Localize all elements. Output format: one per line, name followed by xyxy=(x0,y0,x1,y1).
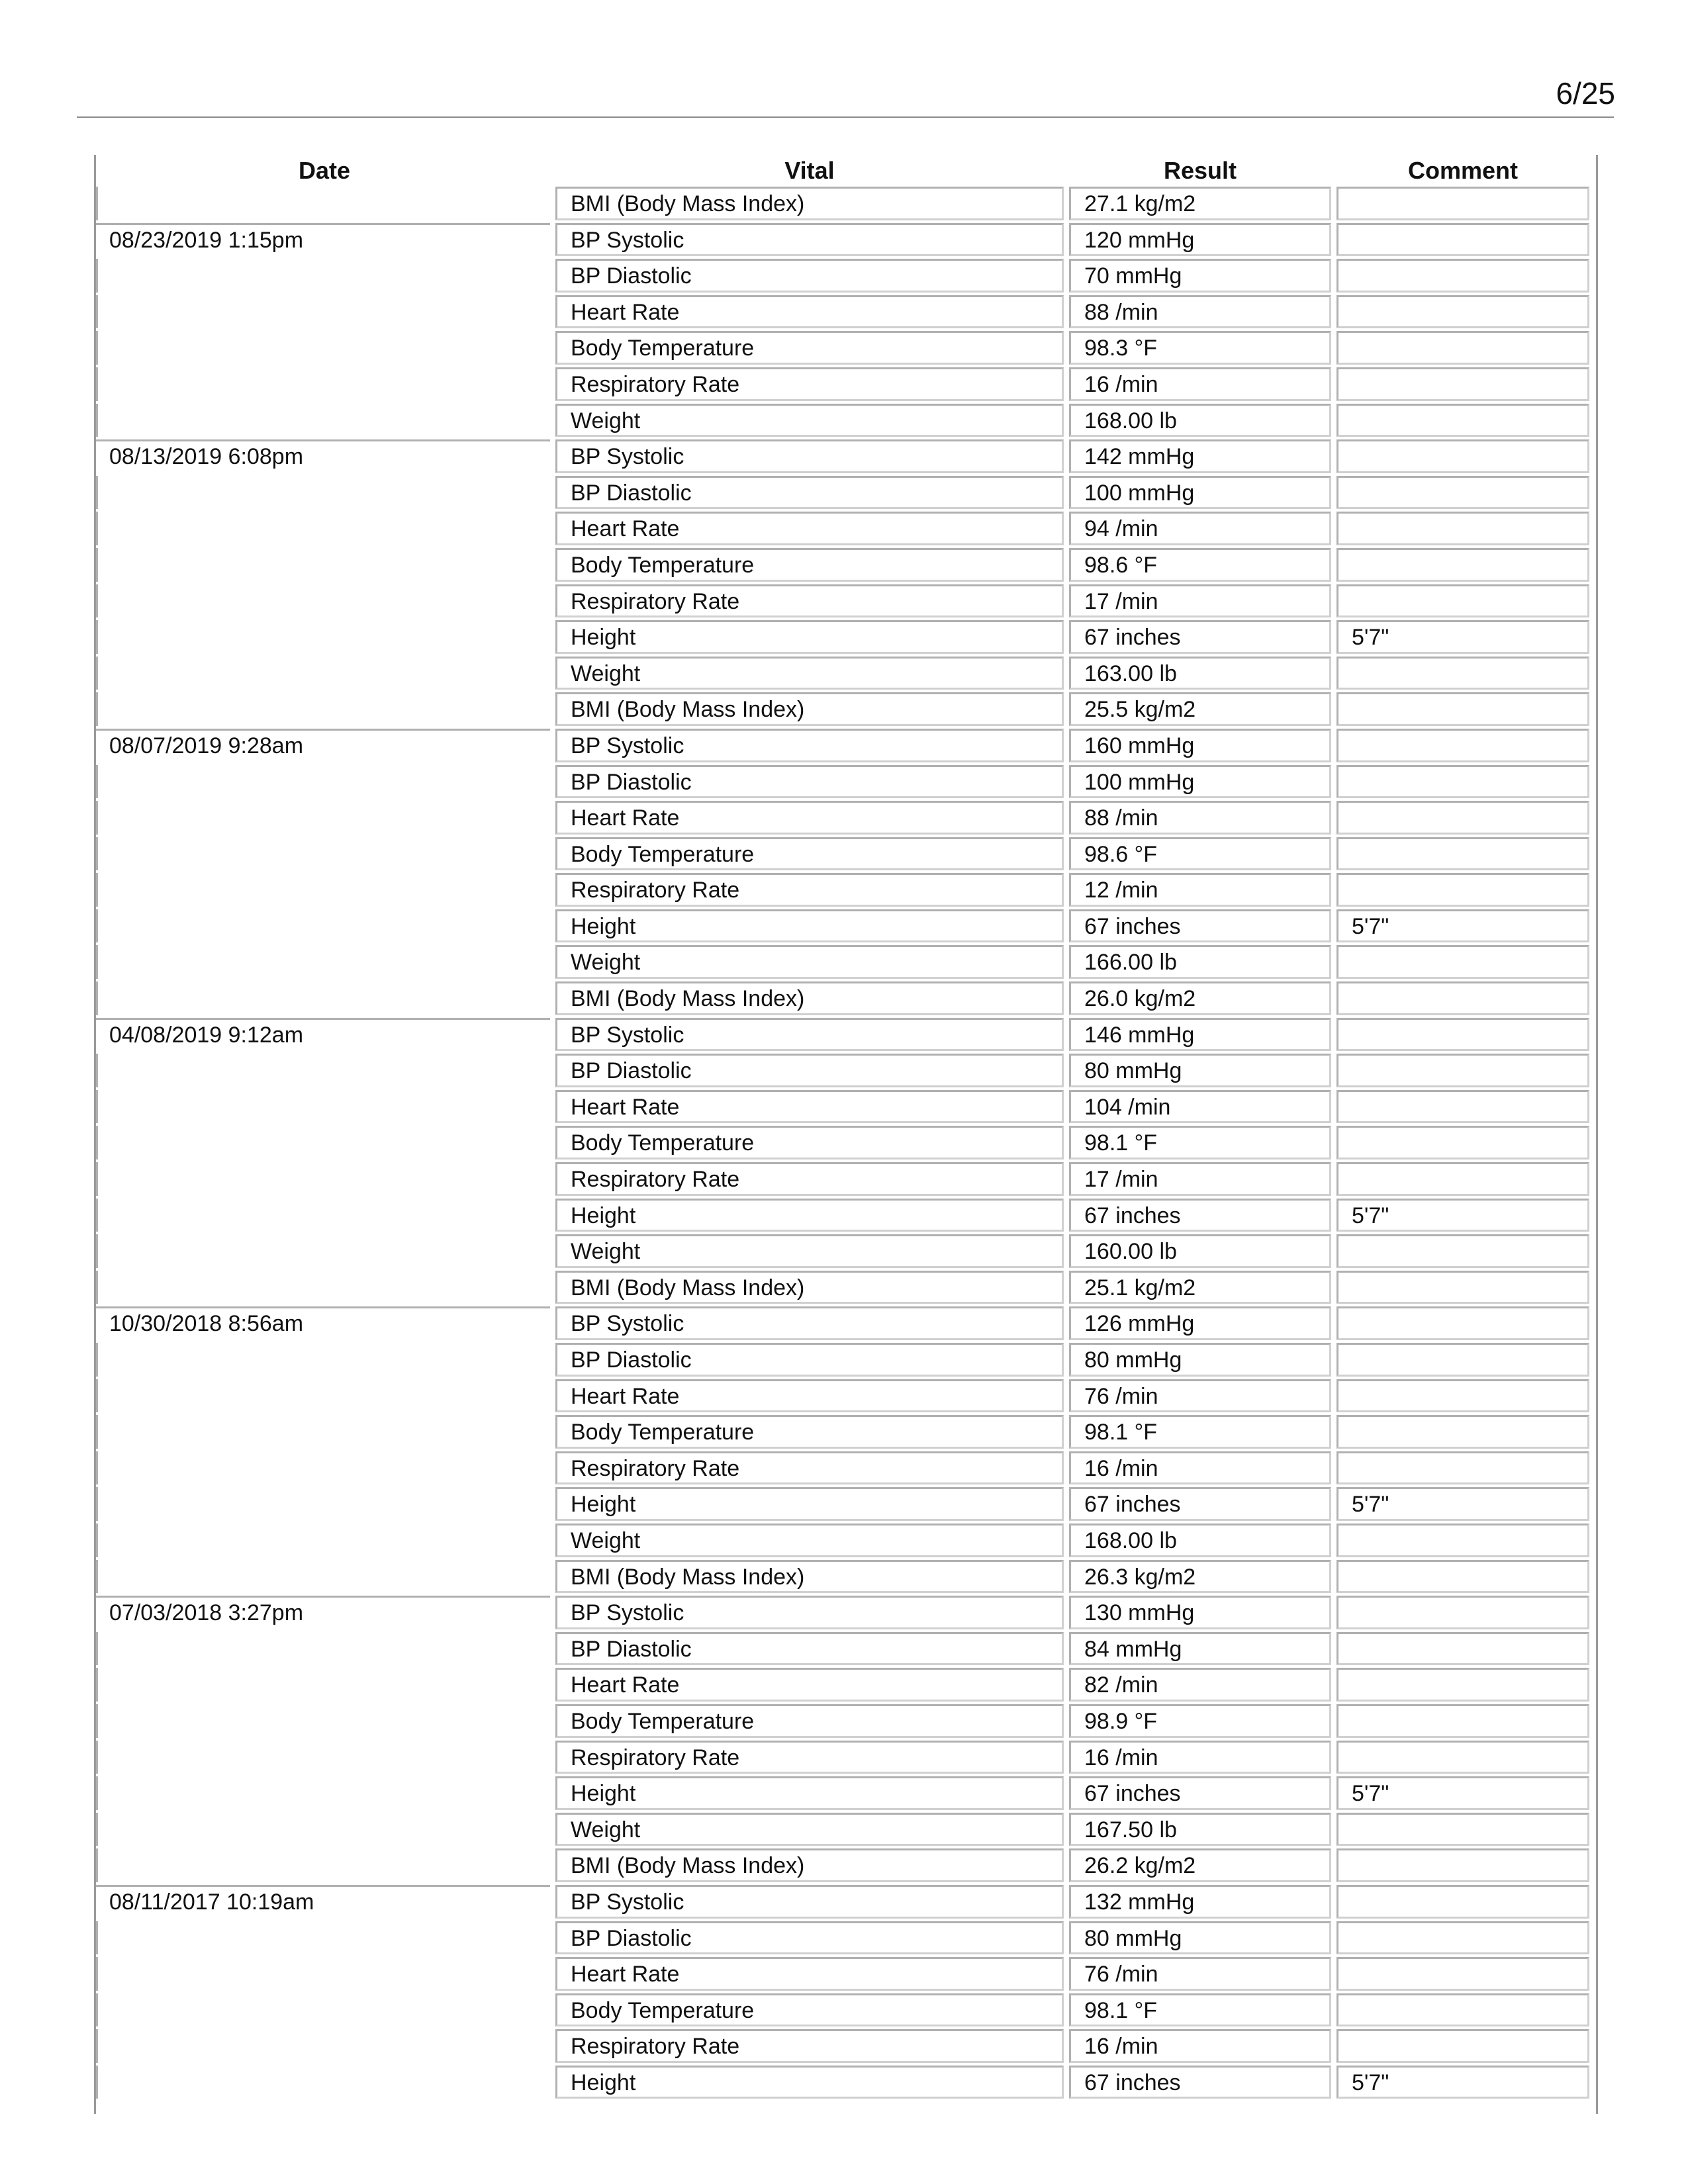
cell-comment xyxy=(1336,1415,1589,1449)
cell-comment xyxy=(1336,692,1589,726)
table-row xyxy=(96,330,1596,366)
vitals-table xyxy=(94,155,1598,2114)
cell-comment xyxy=(1336,981,1589,1015)
cell-comment xyxy=(1336,259,1589,293)
table-body xyxy=(96,185,1596,2100)
cell-date xyxy=(96,1524,550,1557)
table-row xyxy=(96,1089,1596,1125)
cell-comment: 5'7" xyxy=(1336,2066,1589,2099)
table-row xyxy=(96,1269,1596,1306)
cell-vital: Height xyxy=(555,620,1064,654)
cell-vital: Respiratory Rate xyxy=(555,873,1064,907)
cell-comment xyxy=(1336,1921,1589,1955)
cell-result: 82 /min xyxy=(1069,1668,1331,1702)
cell-comment xyxy=(1336,1018,1589,1052)
cell-result: 104 /min xyxy=(1069,1090,1331,1124)
table-row xyxy=(96,944,1596,980)
page-number: 6/25 xyxy=(1556,76,1615,111)
cell-comment xyxy=(1336,548,1589,582)
cell-vital: Height xyxy=(555,1199,1064,1232)
cell-vital: Heart Rate xyxy=(555,512,1064,545)
table-row xyxy=(96,1884,1596,1920)
cell-date xyxy=(96,259,550,293)
cell-result: 84 mmHg xyxy=(1069,1632,1331,1666)
cell-result: 126 mmHg xyxy=(1069,1306,1331,1340)
cell-vital: BMI (Body Mass Index) xyxy=(555,981,1064,1015)
cell-comment xyxy=(1336,1090,1589,1124)
cell-result: 16 /min xyxy=(1069,367,1331,401)
cell-result: 163.00 lb xyxy=(1069,657,1331,690)
table-row xyxy=(96,727,1596,764)
table-row xyxy=(96,1197,1596,1234)
cell-vital: Body Temperature xyxy=(555,837,1064,871)
cell-date xyxy=(96,945,550,979)
table-row xyxy=(96,872,1596,908)
cell-result: 98.1 °F xyxy=(1069,1993,1331,2027)
table-row xyxy=(96,366,1596,402)
cell-date xyxy=(96,1921,550,1955)
cell-vital: Weight xyxy=(555,1234,1064,1268)
table-row xyxy=(96,1378,1596,1414)
cell-result: 98.1 °F xyxy=(1069,1126,1331,1160)
cell-date xyxy=(96,1234,550,1268)
cell-date xyxy=(96,1271,550,1304)
cell-date xyxy=(96,1813,550,1846)
cell-result: 67 inches xyxy=(1069,620,1331,654)
cell-comment xyxy=(1336,1451,1589,1485)
cell-comment xyxy=(1336,331,1589,365)
cell-vital: Heart Rate xyxy=(555,295,1064,329)
cell-date xyxy=(96,1993,550,2027)
column-header-comment: Comment xyxy=(1407,157,1518,184)
cell-result: 76 /min xyxy=(1069,1379,1331,1413)
table-row xyxy=(96,185,1596,222)
cell-vital: Body Temperature xyxy=(555,1704,1064,1738)
cell-vital: BMI (Body Mass Index) xyxy=(555,1271,1064,1304)
table-row xyxy=(96,1414,1596,1450)
cell-date: 08/13/2019 6:08pm xyxy=(96,439,550,473)
cell-result: 88 /min xyxy=(1069,295,1331,329)
cell-comment xyxy=(1336,1234,1589,1268)
cell-vital: Height xyxy=(555,1487,1064,1521)
cell-date: 08/23/2019 1:15pm xyxy=(96,223,550,257)
cell-comment xyxy=(1336,1524,1589,1557)
cell-date xyxy=(96,981,550,1015)
table-row xyxy=(96,1956,1596,1992)
cell-result: 67 inches xyxy=(1069,1199,1331,1232)
table-row xyxy=(96,1450,1596,1486)
cell-comment: 5'7" xyxy=(1336,909,1589,943)
cell-comment xyxy=(1336,801,1589,835)
table-row xyxy=(96,1124,1596,1161)
cell-result: 27.1 kg/m2 xyxy=(1069,187,1331,220)
cell-vital: Respiratory Rate xyxy=(555,584,1064,618)
cell-date xyxy=(96,1199,550,1232)
cell-date xyxy=(96,1741,550,1774)
cell-vital: BP Diastolic xyxy=(555,765,1064,799)
cell-date: 08/11/2017 10:19am xyxy=(96,1885,550,1919)
cell-date xyxy=(96,1848,550,1882)
cell-date xyxy=(96,765,550,799)
cell-comment xyxy=(1336,1379,1589,1413)
cell-date xyxy=(96,1668,550,1702)
cell-date xyxy=(96,2066,550,2099)
cell-vital: BP Diastolic xyxy=(555,1343,1064,1377)
cell-result: 166.00 lb xyxy=(1069,945,1331,979)
cell-date xyxy=(96,657,550,690)
cell-comment xyxy=(1336,1993,1589,2027)
cell-date xyxy=(96,295,550,329)
table-row xyxy=(96,1559,1596,1595)
cell-vital: Heart Rate xyxy=(555,801,1064,835)
cell-result: 98.6 °F xyxy=(1069,548,1331,582)
cell-vital: BMI (Body Mass Index) xyxy=(555,1560,1064,1594)
cell-result: 25.1 kg/m2 xyxy=(1069,1271,1331,1304)
cell-result: 132 mmHg xyxy=(1069,1885,1331,1919)
cell-vital: BP Systolic xyxy=(555,1885,1064,1919)
cell-vital: BP Diastolic xyxy=(555,1921,1064,1955)
cell-result: 120 mmHg xyxy=(1069,223,1331,257)
cell-result: 142 mmHg xyxy=(1069,439,1331,473)
cell-result: 94 /min xyxy=(1069,512,1331,545)
cell-date xyxy=(96,404,550,437)
cell-comment xyxy=(1336,1126,1589,1160)
cell-date: 08/07/2019 9:28am xyxy=(96,729,550,762)
cell-comment xyxy=(1336,1271,1589,1304)
cell-vital: BP Diastolic xyxy=(555,476,1064,510)
cell-result: 17 /min xyxy=(1069,584,1331,618)
cell-comment xyxy=(1336,187,1589,220)
table-row xyxy=(96,2028,1596,2064)
cell-comment: 5'7" xyxy=(1336,1199,1589,1232)
cell-comment xyxy=(1336,1848,1589,1882)
cell-comment xyxy=(1336,2029,1589,2063)
table-row xyxy=(96,836,1596,872)
cell-comment xyxy=(1336,1560,1589,1594)
cell-comment xyxy=(1336,1306,1589,1340)
cell-vital: Body Temperature xyxy=(555,1993,1064,2027)
table-row xyxy=(96,257,1596,294)
table-row xyxy=(96,294,1596,330)
cell-date xyxy=(96,331,550,365)
cell-vital: BP Systolic xyxy=(555,729,1064,762)
cell-result: 98.9 °F xyxy=(1069,1704,1331,1738)
table-row xyxy=(96,1017,1596,1053)
cell-date xyxy=(96,873,550,907)
cell-comment xyxy=(1336,1632,1589,1666)
cell-comment xyxy=(1336,1054,1589,1087)
cell-date xyxy=(96,801,550,835)
cell-date xyxy=(96,909,550,943)
table-row xyxy=(96,799,1596,836)
cell-comment xyxy=(1336,1741,1589,1774)
cell-result: 67 inches xyxy=(1069,1487,1331,1521)
cell-vital: Weight xyxy=(555,1813,1064,1846)
cell-date xyxy=(96,1487,550,1521)
cell-result: 67 inches xyxy=(1069,1776,1331,1810)
cell-comment: 5'7" xyxy=(1336,1487,1589,1521)
cell-vital: Respiratory Rate xyxy=(555,1451,1064,1485)
cell-vital: BP Systolic xyxy=(555,1596,1064,1629)
cell-result: 80 mmHg xyxy=(1069,1054,1331,1087)
cell-vital: Height xyxy=(555,1776,1064,1810)
cell-date xyxy=(96,1415,550,1449)
table-row xyxy=(96,222,1596,258)
cell-result: 67 inches xyxy=(1069,2066,1331,2099)
cell-date xyxy=(96,1379,550,1413)
cell-date xyxy=(96,620,550,654)
cell-comment xyxy=(1336,765,1589,799)
cell-vital: Respiratory Rate xyxy=(555,1162,1064,1196)
table-row xyxy=(96,1522,1596,1559)
cell-date xyxy=(96,692,550,726)
cell-result: 16 /min xyxy=(1069,2029,1331,2063)
table-row xyxy=(96,1992,1596,2028)
cell-comment xyxy=(1336,729,1589,762)
table-row xyxy=(96,980,1596,1017)
cell-comment xyxy=(1336,476,1589,510)
cell-result: 16 /min xyxy=(1069,1741,1331,1774)
cell-date xyxy=(96,512,550,545)
cell-comment xyxy=(1336,512,1589,545)
cell-vital: Heart Rate xyxy=(555,1090,1064,1124)
cell-result: 167.50 lb xyxy=(1069,1813,1331,1846)
cell-date xyxy=(96,1704,550,1738)
column-header-date: Date xyxy=(298,157,351,184)
table-row xyxy=(96,1342,1596,1378)
cell-date xyxy=(96,1451,550,1485)
cell-comment xyxy=(1336,1704,1589,1738)
cell-comment xyxy=(1336,295,1589,329)
cell-vital: Weight xyxy=(555,945,1064,979)
cell-vital: Body Temperature xyxy=(555,1415,1064,1449)
cell-comment xyxy=(1336,1885,1589,1919)
cell-vital: Height xyxy=(555,909,1064,943)
cell-vital: Respiratory Rate xyxy=(555,2029,1064,2063)
cell-vital: BP Systolic xyxy=(555,1306,1064,1340)
cell-vital: BP Diastolic xyxy=(555,259,1064,293)
cell-result: 160 mmHg xyxy=(1069,729,1331,762)
cell-date xyxy=(96,367,550,401)
table-row xyxy=(96,1631,1596,1667)
cell-comment xyxy=(1336,837,1589,871)
table-header-row xyxy=(96,155,1596,185)
cell-result: 26.2 kg/m2 xyxy=(1069,1848,1331,1882)
cell-date xyxy=(96,837,550,871)
cell-date xyxy=(96,1957,550,1991)
cell-vital: BP Diastolic xyxy=(555,1054,1064,1087)
cell-vital: BP Systolic xyxy=(555,1018,1064,1052)
table-row xyxy=(96,1233,1596,1269)
cell-result: 70 mmHg xyxy=(1069,259,1331,293)
cell-result: 100 mmHg xyxy=(1069,476,1331,510)
cell-result: 26.3 kg/m2 xyxy=(1069,1560,1331,1594)
cell-comment xyxy=(1336,1596,1589,1629)
cell-comment xyxy=(1336,657,1589,690)
cell-comment xyxy=(1336,945,1589,979)
cell-date xyxy=(96,1560,550,1594)
cell-vital: Respiratory Rate xyxy=(555,367,1064,401)
column-header-result: Result xyxy=(1163,157,1237,184)
cell-result: 168.00 lb xyxy=(1069,404,1331,437)
cell-result: 88 /min xyxy=(1069,801,1331,835)
cell-comment: 5'7" xyxy=(1336,1776,1589,1810)
cell-result: 17 /min xyxy=(1069,1162,1331,1196)
cell-vital: BMI (Body Mass Index) xyxy=(555,187,1064,220)
cell-comment xyxy=(1336,1957,1589,1991)
cell-vital: BMI (Body Mass Index) xyxy=(555,692,1064,726)
cell-vital: Body Temperature xyxy=(555,331,1064,365)
cell-comment xyxy=(1336,404,1589,437)
cell-result: 100 mmHg xyxy=(1069,765,1331,799)
table-row xyxy=(96,1052,1596,1089)
table-row xyxy=(96,1594,1596,1631)
cell-result: 130 mmHg xyxy=(1069,1596,1331,1629)
cell-date xyxy=(96,584,550,618)
cell-comment xyxy=(1336,1668,1589,1702)
cell-comment xyxy=(1336,1162,1589,1196)
cell-date xyxy=(96,1162,550,1196)
cell-vital: BP Systolic xyxy=(555,439,1064,473)
cell-vital: Weight xyxy=(555,404,1064,437)
cell-comment xyxy=(1336,873,1589,907)
table-row xyxy=(96,583,1596,619)
cell-vital: Heart Rate xyxy=(555,1379,1064,1413)
cell-result: 25.5 kg/m2 xyxy=(1069,692,1331,726)
cell-date xyxy=(96,548,550,582)
cell-result: 80 mmHg xyxy=(1069,1921,1331,1955)
cell-vital: BP Systolic xyxy=(555,223,1064,257)
table-row xyxy=(96,691,1596,727)
cell-result: 26.0 kg/m2 xyxy=(1069,981,1331,1015)
cell-result: 80 mmHg xyxy=(1069,1343,1331,1377)
cell-comment xyxy=(1336,367,1589,401)
cell-date xyxy=(96,1632,550,1666)
cell-result: 98.6 °F xyxy=(1069,837,1331,871)
cell-date xyxy=(96,1126,550,1160)
table-row xyxy=(96,1775,1596,1811)
cell-result: 98.3 °F xyxy=(1069,331,1331,365)
cell-date xyxy=(96,1090,550,1124)
cell-comment xyxy=(1336,1813,1589,1846)
table-row xyxy=(96,1666,1596,1703)
cell-date xyxy=(96,1776,550,1810)
cell-result: 76 /min xyxy=(1069,1957,1331,1991)
cell-vital: Heart Rate xyxy=(555,1668,1064,1702)
table-row xyxy=(96,1811,1596,1848)
table-row xyxy=(96,619,1596,655)
cell-vital: Respiratory Rate xyxy=(555,1741,1064,1774)
cell-vital: BMI (Body Mass Index) xyxy=(555,1848,1064,1882)
table-row xyxy=(96,510,1596,547)
table-row xyxy=(96,1703,1596,1739)
cell-result: 16 /min xyxy=(1069,1451,1331,1485)
cell-vital: Heart Rate xyxy=(555,1957,1064,1991)
table-row xyxy=(96,475,1596,511)
table-row xyxy=(96,438,1596,475)
header-divider xyxy=(77,116,1614,118)
cell-date: 10/30/2018 8:56am xyxy=(96,1306,550,1340)
cell-date: 04/08/2019 9:12am xyxy=(96,1018,550,1052)
cell-vital: Body Temperature xyxy=(555,548,1064,582)
cell-comment xyxy=(1336,223,1589,257)
cell-date xyxy=(96,187,550,220)
cell-vital: Body Temperature xyxy=(555,1126,1064,1160)
cell-vital: BP Diastolic xyxy=(555,1632,1064,1666)
table-row xyxy=(96,1847,1596,1884)
cell-result: 146 mmHg xyxy=(1069,1018,1331,1052)
table-row xyxy=(96,1305,1596,1342)
cell-date: 07/03/2018 3:27pm xyxy=(96,1596,550,1629)
cell-result: 160.00 lb xyxy=(1069,1234,1331,1268)
table-row xyxy=(96,764,1596,800)
cell-result: 67 inches xyxy=(1069,909,1331,943)
cell-result: 12 /min xyxy=(1069,873,1331,907)
cell-date xyxy=(96,2029,550,2063)
cell-comment xyxy=(1336,439,1589,473)
table-row xyxy=(96,908,1596,944)
table-row xyxy=(96,1739,1596,1776)
cell-vital: Weight xyxy=(555,1524,1064,1557)
table-row xyxy=(96,2064,1596,2101)
table-row xyxy=(96,402,1596,439)
table-row xyxy=(96,547,1596,583)
cell-result: 168.00 lb xyxy=(1069,1524,1331,1557)
table-row xyxy=(96,1920,1596,1956)
table-row xyxy=(96,655,1596,692)
cell-comment: 5'7" xyxy=(1336,620,1589,654)
cell-result: 98.1 °F xyxy=(1069,1415,1331,1449)
table-row xyxy=(96,1486,1596,1522)
cell-vital: Height xyxy=(555,2066,1064,2099)
cell-date xyxy=(96,476,550,510)
cell-date xyxy=(96,1343,550,1377)
cell-comment xyxy=(1336,584,1589,618)
table-row xyxy=(96,1161,1596,1197)
cell-date xyxy=(96,1054,550,1087)
cell-vital: Weight xyxy=(555,657,1064,690)
cell-comment xyxy=(1336,1343,1589,1377)
column-header-vital: Vital xyxy=(784,157,835,184)
